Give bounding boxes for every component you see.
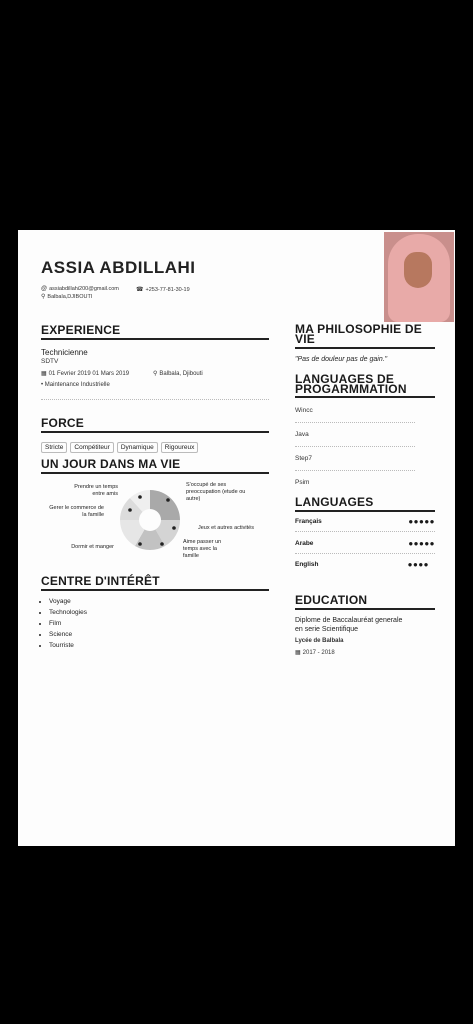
experience-company: SDTV [41,358,59,365]
programming-divider [295,470,415,471]
pie-marker [138,495,142,499]
programming-item: Psim [295,479,310,486]
pin-icon: ⚲ [41,294,46,300]
resume-page [18,230,455,846]
day-heading: UN JOUR DANS MA VIE [41,457,181,471]
force-heading: FORCE [41,416,84,430]
email-text[interactable]: assiabdillahi200@gmail.com [49,286,119,292]
pie-label-famille: Aime passer un temps avec la famille [183,539,222,559]
experience-rule [41,338,269,340]
education-school: Lycée de Balbala [295,638,344,644]
photo-face [404,252,432,288]
language-divider [295,531,435,532]
language-row: Français ●●●●● [295,517,435,526]
force-tag: Stricte [41,442,67,453]
education-years: ▦ 2017 - 2018 [295,650,335,656]
language-level-dots: ●●●●● [408,517,435,526]
location-line [41,293,92,300]
force-tag: Compétiteur [70,442,113,453]
pie-label-dormir: Dormir et manger [71,544,114,550]
pie-marker [128,508,132,512]
language-level-dots: ●●●●● [408,539,435,548]
pie-marker [172,526,176,530]
languages-heading: LANGUAGES [295,495,374,509]
interests-rule [41,589,269,591]
programming-divider [295,422,415,423]
language-level-dots: ●●●● [407,560,429,569]
language-divider [295,553,435,554]
pie-marker [138,542,142,546]
day-rule [41,472,269,474]
pie-label-commerce: Gerer le commerce de la famille [49,505,104,518]
list-item: • Science [49,629,87,640]
experience-dates: ▦ 01 Fevrier 2019 01 Mars 2019 [41,371,130,377]
interests-heading: CENTRE D'INTÉRÊT [41,574,160,588]
candidate-name: ASSIA ABDILLAHI [41,258,196,277]
languages-rule [295,510,435,512]
list-item: • Voyage [49,596,87,607]
pie-marker [160,542,164,546]
list-item: • Tourriste [49,640,87,651]
programming-item: Java [295,431,309,438]
programming-divider [295,446,415,447]
interests-list [41,596,87,651]
experience-role: Technicienne [41,348,88,357]
pie-marker [166,498,170,502]
programming-item: Step7 [295,455,312,462]
philosophy-heading: MA PHILOSOPHIE DE VIE [295,322,422,346]
email-line [41,286,119,292]
mail-icon: @ [41,286,48,292]
pie-label-preoccupation: S'occupé de ses preoccupation (etude ou autre) [186,482,246,502]
pie-label-jeux: Jeux et autres activités [198,525,254,531]
force-rule [41,431,269,433]
calendar-icon: ▦ [295,650,301,656]
programming-rule [295,396,435,398]
programming-item: Wincc [295,407,313,414]
education-rule [295,608,435,610]
experience-divider [41,399,269,400]
phone-line [136,286,190,293]
philosophy-quote: "Pas de douleur pas de gain." [295,356,388,363]
location-text: Balbala,DJIBOUTI [47,294,93,300]
education-heading: EDUCATION [295,593,368,607]
programming-heading: LANGUAGES DE PROGARMMATION [295,372,407,396]
day-pie-chart [118,488,182,552]
list-item: • Technologies [49,607,87,618]
force-tag: Rigoureux [161,442,199,453]
experience-heading: EXPERIENCE [41,323,121,337]
force-tags [41,436,201,454]
experience-bullet: • Maintenance Industrielle [41,382,110,388]
phone-icon: ☎ [136,287,144,293]
phone-text: +253-77-81-30-19 [145,287,190,293]
pie-label-amis: Prendre un temps entre amis [74,484,118,497]
education-degree: Diplome de Baccalauréat generale en serie Scientifique [295,617,403,633]
experience-place: ⚲ Balbala, Djibouti [153,371,203,377]
language-row: Arabe ●●●●● [295,539,435,548]
force-tag: Dynamique [117,442,158,453]
pin-icon: ⚲ [153,371,158,377]
pie-hole [139,509,161,531]
calendar-icon: ▦ [41,371,47,377]
philosophy-rule [295,347,435,349]
list-item: • Film [49,618,87,629]
profile-photo [384,232,454,322]
language-row: English ●●●● [295,560,429,569]
